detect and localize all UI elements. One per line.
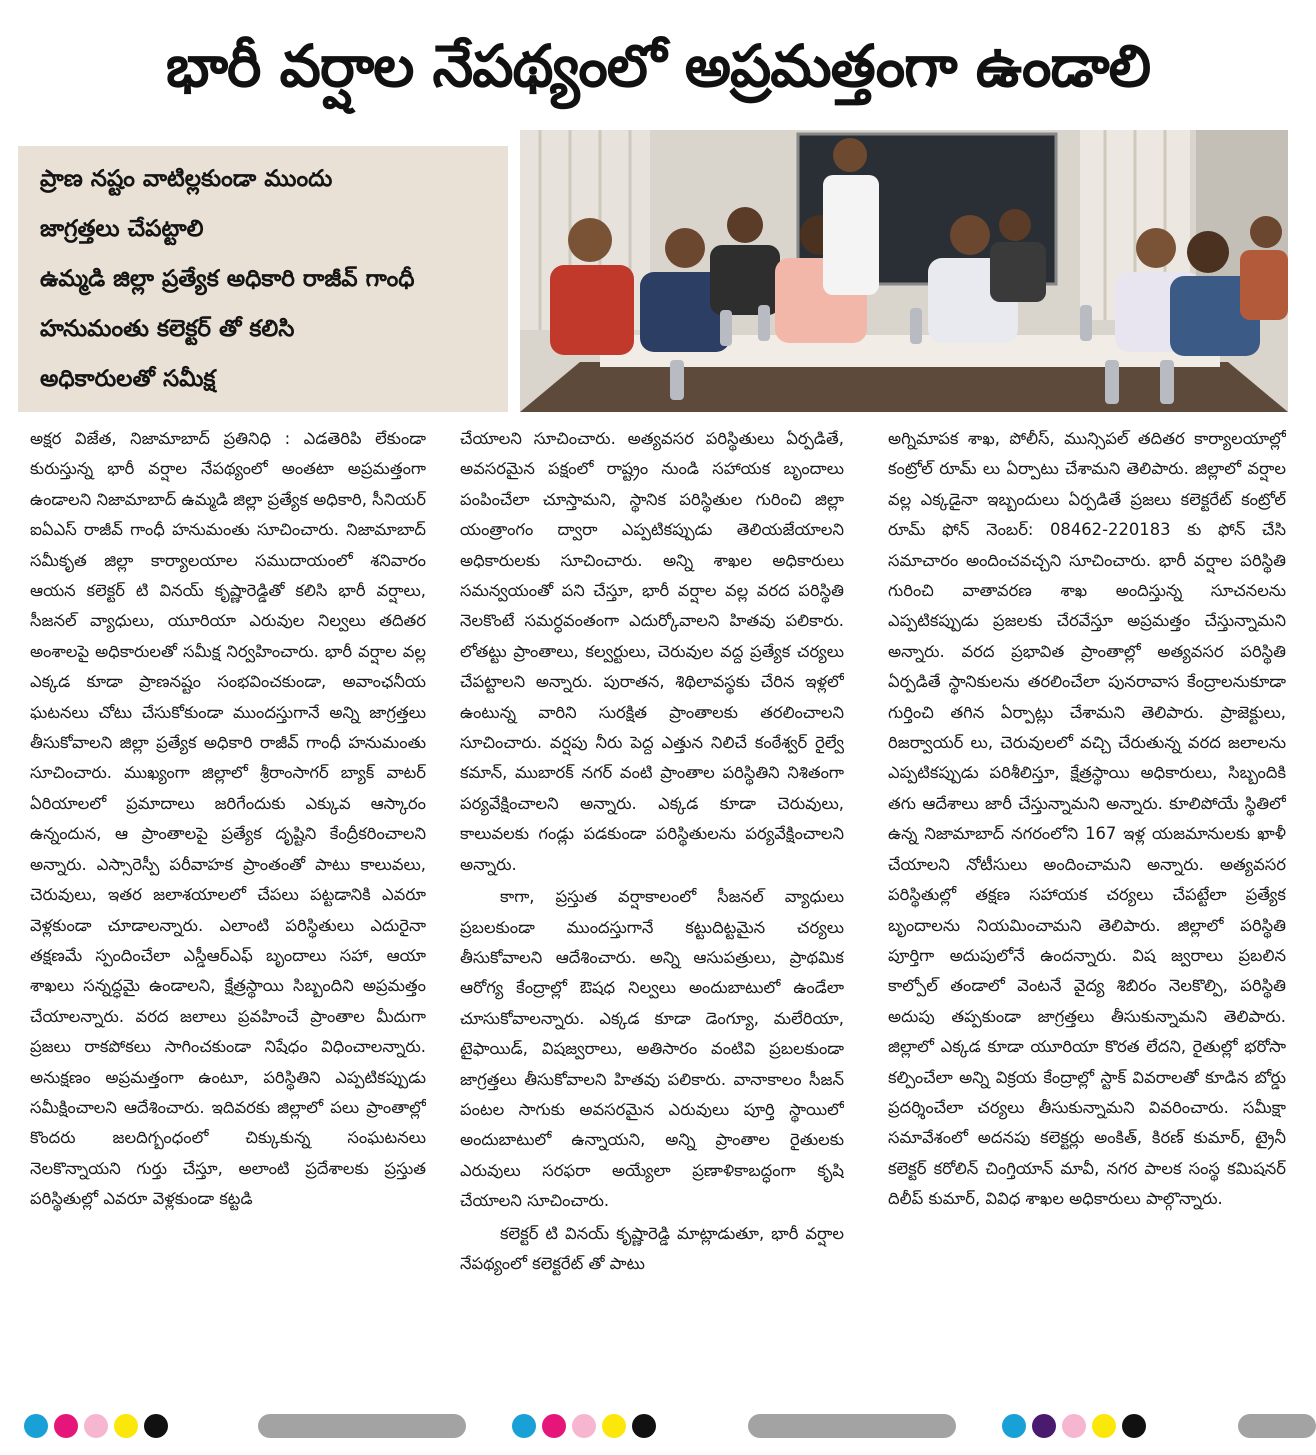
subheading-line: హనుమంతు కలెక్టర్ తో కలిసి	[40, 316, 295, 342]
color-registration-dot	[114, 1414, 138, 1438]
color-registration-dot	[1092, 1414, 1116, 1438]
gray-registration-bar	[1238, 1414, 1316, 1438]
gray-registration-bar	[748, 1414, 956, 1438]
color-registration-dot	[632, 1414, 656, 1438]
subheading-line: ప్రాణ నష్టం వాటిల్లకుండా ముందు	[40, 166, 333, 192]
article-paragraph: అగ్నిమాపక శాఖ, పోలీస్, మున్సిపల్ తదితర కార్యాలయాల్లో కంట్రోల్ రూమ్ లు ఏర్పాటు చేశామని తెలిపారు. జిల్లాలో వర్షాల వల్ల ఎక్కడైనా ఇబ్బందులు ఏర్పడితే ప్రజలు కలెక్టరేట్ కంట్రోల్ రూమ్ ఫోన్ నెంబర్: 08462-220183 కు ఫోన్ చేసి సమాచారం అందించవచ్చని సూచించారు. భారీ వర్షాల పరిస్థితి గురించి వాతావరణ శాఖ అందిస్తున్న సూచనలను ఎప్పటికప్పుడు ప్రజలకు చేరవేస్తూ అప్రమత్తం చేస్తున్నామని అన్నారు. వరద ప్రభావిత ప్రాంతాల్లో అత్యవసర పరిస్థితి ఏర్పడితే స్థానికులను తరలించేలా పునరావాస కేంద్రాలనుకూడా గుర్తించి తగిన ఏర్పాట్లు చేశామని తెలిపారు. ప్రాజెక్టులు, రిజర్వాయర్ లు, చెరువులలో వచ్చి చేరుతున్న వరద జలాలను ఎప్పటికప్పుడు పరిశీలిస్తూ, క్షేత్రస్థాయి అధికారులు, సిబ్బందికి తగు ఆదేశాలు జారీ చేస్తున్నామని అన్నారు. కూలిపోయే స్థితిలో ఉన్న నిజామాబాద్ నగరంలోని 167 ఇళ్ల యజమానులకు ఖాళీ చేయాలని నోటీసులు అందించామని అన్నారు. అత్యవసర పరిస్థితుల్లో తక్షణ సహాయక చర్యలు చేపట్టేలా ప్రత్యేక బృందాలను నియమించామని తెలిపారు. జిల్లాలో పరిస్థితి పూర్తిగా అదుపులోనే ఉందన్నారు. విష జ్వరాలు ప్రబలిన కాల్పోల్ తండాలో వెంటనే వైద్య శిబిరం నెలకొల్పి, పరిస్థితి అదుపు తప్పకుండా జాగ్రత్తలు తీసుకున్నామని తెలిపారు. జిల్లాలో ఎక్కడ కూడా యూరియా కొరత లేదని, రైతుల్లో భరోసా కల్పించేలా అన్ని విక్రయ కేంద్రాల్లో స్టాక్ వివరాలతో కూడిన బోర్డు ప్రదర్శించేలా చర్యలు తీసుకున్నామని వివరించారు. సమీక్షా సమావేశంలో అదనపు కలెక్టర్లు అంకిత్, కిరణ్ కుమార్, ట్రైనీ కలెక్టర్ కరోలిన్ చింగ్తియాన్ మావీ, నగర పాలక సంస్థ కమిషనర్ దిలీప్ కుమార్, వివిధ శాఖల అధికారులు పాల్గొన్నారు.	[888, 429, 1286, 1209]
gray-registration-bar	[258, 1414, 466, 1438]
color-registration-dot	[144, 1414, 168, 1438]
color-registration-dot	[1122, 1414, 1146, 1438]
subheading-line: జాగ్రత్తలు చేపట్టాలి	[40, 216, 204, 242]
color-registration-dot	[572, 1414, 596, 1438]
article-paragraph: కాగా, ప్రస్తుత వర్షాకాలంలో సీజనల్ వ్యాధులు ప్రబలకుండా ముందస్తుగానే కట్టుదిట్టమైన చర్యలు తీసుకోవాలని ఆదేశించారు. అన్ని ఆసుపత్రులు, ప్రాథమిక ఆరోగ్య కేంద్రాల్లో ఔషధ నిల్వలు అందుబాటులో ఉండేలా చూసుకోవాలన్నారు. ఎక్కడ కూడా డెంగ్యూ, మలేరియా, టైఫాయిడ్, విషజ్వరాలు, అతిసారం వంటివి ప్రబలకుండా జాగ్రత్తలు తీసుకోవాలని హితవు పలికారు. వానాకాలం సీజన్ పంటల సాగుకు అవసరమైన ఎరువులు పూర్తి స్థాయిలో అందుబాటులో ఉన్నాయని, అన్ని ప్రాంతాల రైతులకు ఎరువులు సరఫరా అయ్యేలా ప్రణాళికాబద్ధంగా కృషి చేయాలని సూచించారు.	[460, 887, 844, 1211]
color-registration-dot	[54, 1414, 78, 1438]
print-registration-strip	[0, 1410, 1316, 1444]
article-paragraph: కలెక్టర్ టి వినయ్ కృష్ణారెడ్డి మాట్లాడుతూ, భారీ వర్షాల నేపథ్యంలో కలెక్టరేట్ తో పాటు	[460, 1223, 844, 1273]
article-paragraph: చేయాలని సూచించారు. అత్యవసర పరిస్థితులు ఏర్పడితే, అవసరమైన పక్షంలో రాష్ట్రం నుండి సహాయక బృందాలు పంపించేలా చూస్తామని, స్థానిక పరిస్థితుల గురించి జిల్లా యంత్రాంగం ద్వారా ఎప్పటికప్పుడు తెలియజేయాలని అధికారులకు సూచించారు. అన్ని శాఖల అధికారులు సమన్వయంతో పని చేస్తూ, భారీ వర్షాల వల్ల వరద పరిస్థితి నెలకొంటే సమర్ధవంతంగా ఎదుర్కోవాలని హితవు పలికారు. లోతట్టు ప్రాంతాలు, కల్వర్టులు, చెరువుల వద్ద ప్రత్యేక చర్యలు చేపట్టాలని అన్నారు. పురాతన, శిథిలావస్థకు చేరిన ఇళ్లలో ఉంటున్న వారిని సురక్షిత ప్రాంతాలకు తరలించాలని సూచించారు. వర్షపు నీరు పెద్ద ఎత్తున నిలిచే కంఠేశ్వర్ రైల్వే కమాన్, ముబారక్ నగర్ వంటి ప్రాంతాల పరిస్థితిని నిశితంగా పర్యవేక్షించాలని అన్నారు. ఎక్కడ కూడా చెరువులు, కాలువలకు గండ్లు పడకుండా పరిస్థితులను పర్యవేక్షించాలని అన్నారు.	[460, 429, 844, 874]
subheading-line: ఉమ్మడి జిల్లా ప్రత్యేక అధికారి రాజీవ్ గాంధీ	[40, 266, 415, 292]
color-registration-dot	[84, 1414, 108, 1438]
color-registration-dot	[1032, 1414, 1056, 1438]
article-column-3	[888, 424, 1286, 1394]
subheading-box	[18, 146, 508, 412]
article-column-2	[460, 424, 844, 1394]
color-registration-dot	[512, 1414, 536, 1438]
color-registration-dot	[542, 1414, 566, 1438]
subheading-line: అధికారులతో సమీక్ష	[40, 366, 216, 392]
article-paragraph: అక్షర విజేత, నిజామాబాద్ ప్రతినిధి : ఎడతెరిపి లేకుండా కురుస్తున్న భారీ వర్షాల నేపథ్యంలో అంతటా అప్రమత్తంగా ఉండాలని నిజామాబాద్ ఉమ్మడి జిల్లా ప్రత్యేక అధికారి, సీనియర్ ఐఏఎస్ రాజీవ్ గాంధీ హనుమంతు సూచించారు. నిజామాబాద్ సమీకృత జిల్లా కార్యాలయాల సముదాయంలో శనివారం ఆయన కలెక్టర్ టి వినయ్ కృష్ణారెడ్డితో కలిసి భారీ వర్షాలు, సీజనల్ వ్యాధులు, యూరియా ఎరువుల నిల్వలు తదితర అంశాలపై అధికారులతో సమీక్ష నిర్వహించారు. భారీ వర్షాల వల్ల ఎక్కడ కూడా ప్రాణనష్టం సంభవించకుండా, అవాంఛనీయ ఘటనలు చోటు చేసుకోకుండా ముందస్తుగానే అన్ని జాగ్రత్తలు తీసుకోవాలని జిల్లా ప్రత్యేక అధికారి రాజీవ్ గాంధీ హనుమంతు సూచించారు. ముఖ్యంగా జిల్లాలో శ్రీరాంసాగర్ బ్యాక్ వాటర్ ఏరియాలలో ప్రమాదాలు జరిగేందుకు ఎక్కువ ఆస్కారం ఉన్నందున, ఆ ప్రాంతాలపై ప్రత్యేక దృష్టిని కేంద్రీకరించాలని అన్నారు. ఎస్సారెస్పీ పరీవాహక ప్రాంతంతో పాటు కాలువలు, చెరువులు, ఇతర జలాశయాలలో చేపలు పట్టడానికి ఎవరూ వెళ్లకుండా చూడాలన్నారు. ఎలాంటి పరిస్థితులు ఎదురైనా తక్షణమే స్పందించేలా ఎస్డీఆర్ఎఫ్ బృందాలు సహా, ఆయా శాఖలు సన్నద్ధమై ఉండాలని, క్షేత్రస్థాయి సిబ్బందిని అప్రమత్తం చేయాలన్నారు. వరద జలాలు ప్రవహించే ప్రాంతాల మీదుగా ప్రజలు రాకపోకలు సాగించకుండా నిషేధం విధించాలన్నారు. అనుక్షణం అప్రమత్తంగా ఉంటూ, పరిస్థితిని ఎప్పటికప్పుడు సమీక్షించాలని ఆదేశించారు. ఇదివరకు జిల్లాలో పలు ప్రాంతాల్లో కొందరు జలదిగ్బంధంలో చిక్కుకున్న సంఘటనలు నెలకొన్నాయని గుర్తు చేస్తూ, అలాంటి ప్రదేశాలకు ప్రస్తుత పరిస్థితుల్లో ఎవరూ వెళ్లకుండా కట్టడి	[30, 429, 426, 1209]
color-registration-dot	[602, 1414, 626, 1438]
color-registration-dot	[24, 1414, 48, 1438]
color-registration-dot	[1002, 1414, 1026, 1438]
color-registration-dot	[1062, 1414, 1086, 1438]
meeting-photo	[520, 130, 1288, 412]
article-column-1	[30, 424, 426, 1394]
headline: భారీ వర్షాల నేపథ్యంలో అప్రమత్తంగా ఉండాలి	[165, 32, 1151, 100]
